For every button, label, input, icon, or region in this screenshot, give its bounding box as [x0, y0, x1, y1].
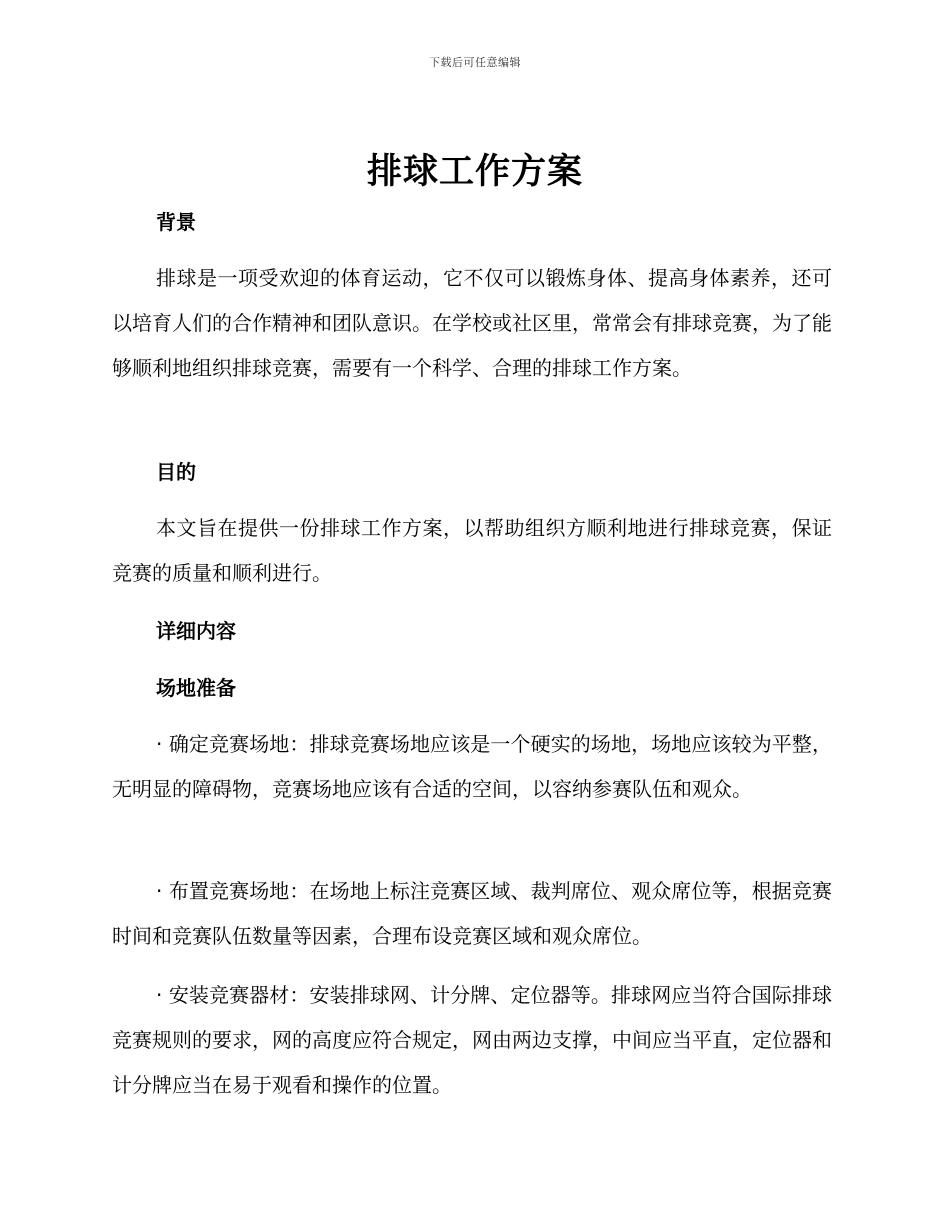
heading-purpose: 目的 [156, 460, 196, 484]
list-item-venue-layout: · 布置竞赛场地：在场地上标注竞赛区域、裁判席位、观众席位等，根据竞赛时间和竞赛队伍数量等因素，合理布设竞赛区域和观众席位。 [112, 879, 832, 948]
heading-venue: 场地准备 [156, 676, 236, 700]
list-item-venue-site: · 确定竞赛场地：排球竞赛场地应该是一个硬实的场地，场地应该较为平整，无明显的障碍物，竞赛场地应该有合适的空间，以容纳参赛队伍和观众。 [112, 732, 832, 801]
document-title: 排球工作方案 [366, 152, 583, 192]
list-item-venue-equipment: · 安装竞赛器材：安装排球网、计分牌、定位器等。排球网应当符合国际排球竞赛规则的要求，网的高度应符合规定，网由两边支撑，中间应当平直，定位器和计分牌应当在易于观看和操作的位置。 [112, 983, 832, 1097]
heading-background: 背景 [156, 210, 196, 234]
heading-details: 详细内容 [156, 619, 236, 643]
page-header-note: 下载后可任意编辑 [429, 56, 521, 69]
paragraph-background: 排球是一项受欢迎的体育运动，它不仅可以锻炼身体、提高身体素养，还可以培育人们的合作精神和团队意识。在学校或社区里，常常会有排球竞赛，为了能够顺利地组织排球竞赛，需要有一个科学、合理的排球工作方案。 [112, 266, 832, 380]
paragraph-purpose: 本文旨在提供一份排球工作方案，以帮助组织方顺利地进行排球竞赛，保证竞赛的质量和顺利进行。 [112, 516, 832, 585]
